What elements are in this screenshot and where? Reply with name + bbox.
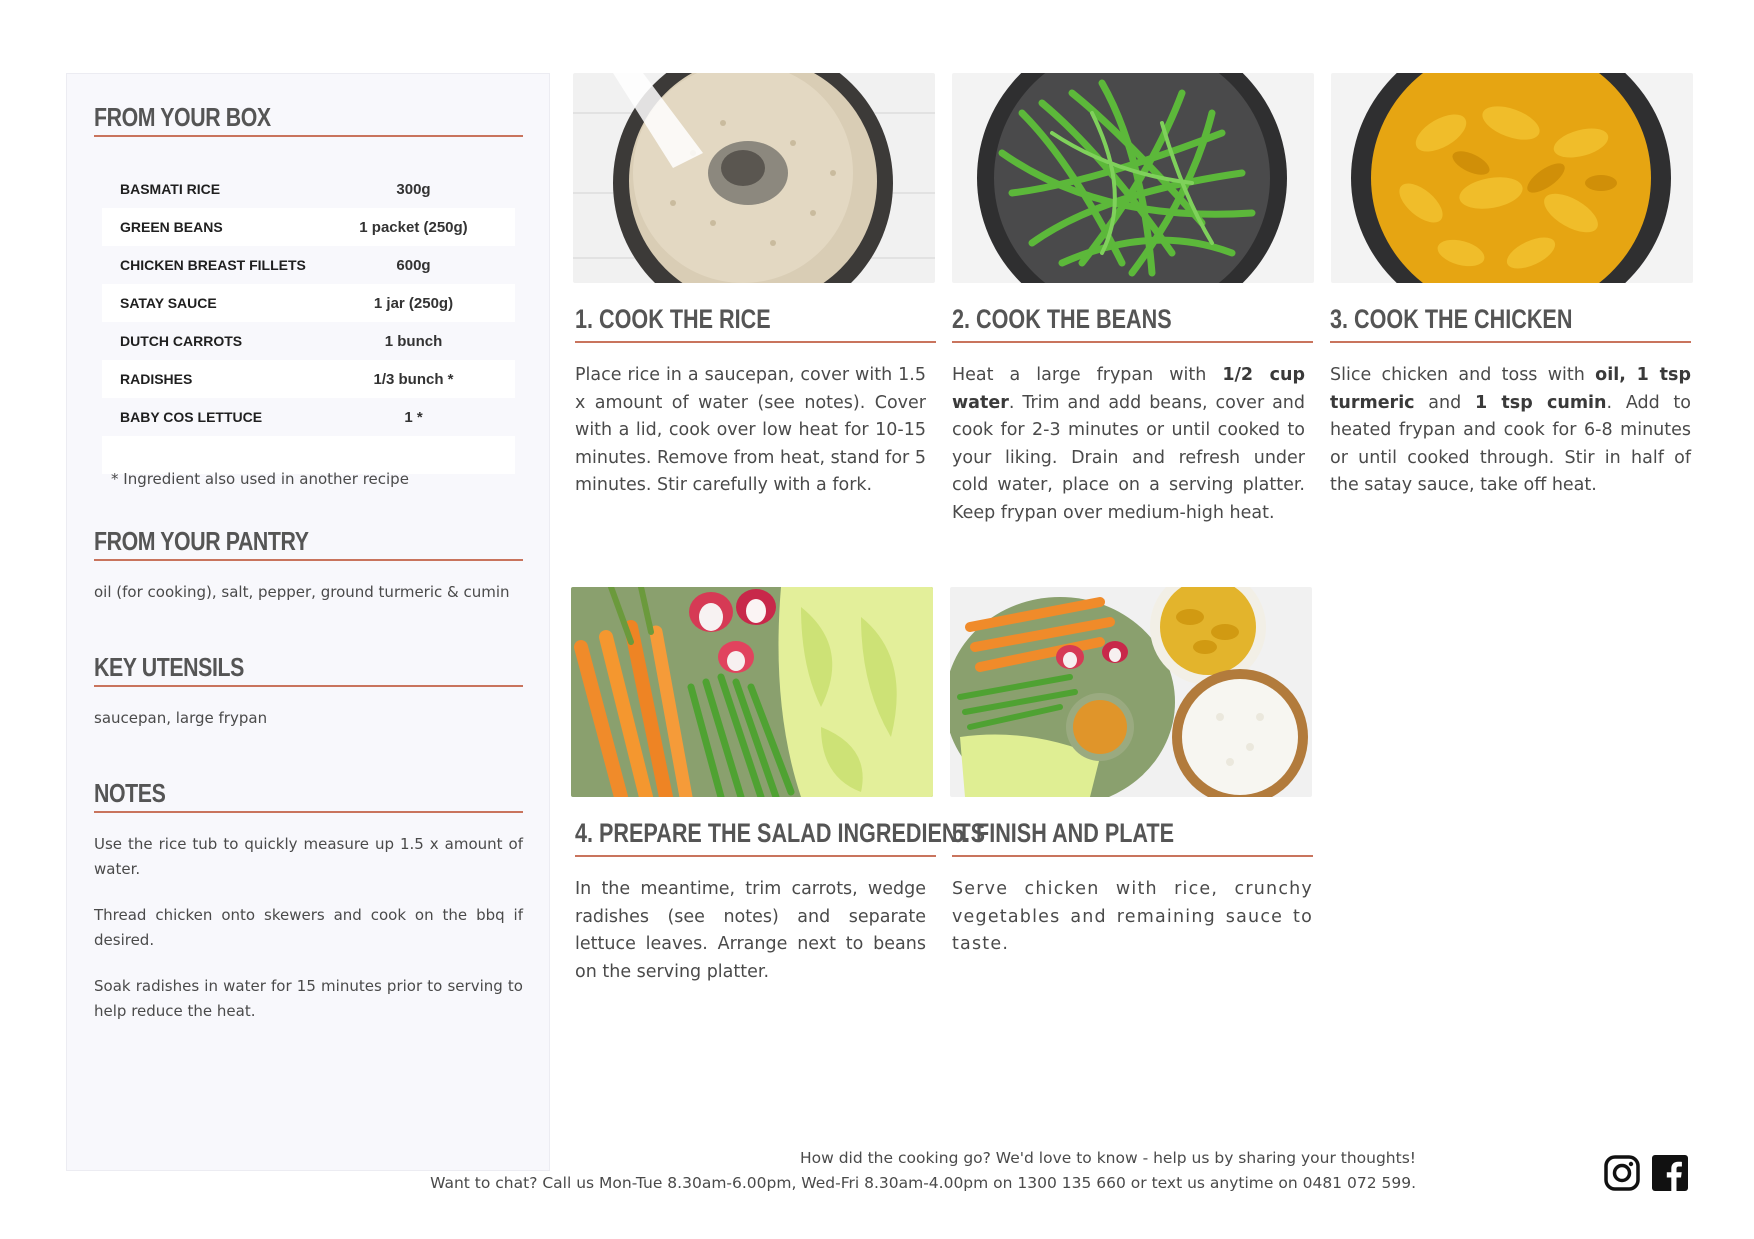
- ingredient-name: BABY COS LETTUCE: [120, 409, 263, 425]
- ingredient-row: [102, 322, 515, 360]
- ingredient-qty: 1 bunch: [384, 332, 443, 350]
- ingredient-row: [102, 360, 515, 398]
- step-3-title: 3. COOK THE CHICKEN: [1330, 304, 1573, 334]
- ingredient-qty: 600g: [396, 256, 431, 274]
- note-item: Soak radishes in water for 15 minutes prior to serving to help reduce the heat.: [94, 977, 523, 1020]
- divider: [1330, 341, 1691, 343]
- ingredient-row: [102, 284, 515, 322]
- ingredient-name: BASMATI RICE: [120, 181, 221, 197]
- beans-photo: [952, 73, 1314, 283]
- ingredient-qty: 1 jar (250g): [373, 294, 454, 312]
- ingredients-table: [102, 170, 515, 474]
- note-item: Use the rice tub to quickly measure up 1.5 x amount of water.: [94, 835, 523, 878]
- feedback-text: How did the cooking go? We'd love to know - help us by sharing your thoughts!: [799, 1149, 1416, 1167]
- step-1-text: Place rice in a saucepan, cover with 1.5 x amount of water (see notes). Cover with a lid, cook over low heat for 10-15 minutes. Remove from heat, stand for 5 minutes. Stir carefully with a fork.: [575, 365, 926, 495]
- step-4-title: 4. PREPARE THE SALAD INGREDIENTS: [575, 818, 986, 848]
- divider: [94, 559, 523, 561]
- step-2-text: Heat a large frypan with 1/2 cup water. Trim and add beans, cover and cook for 2-3 minutes or until cooked to your liking. Drain and refresh under cold water, place on a serving platter. Keep frypan over medium-high heat.: [952, 365, 1305, 523]
- ingredient-name: CHICKEN BREAST FILLETS: [120, 257, 306, 273]
- divider: [94, 135, 523, 137]
- chicken-photo: [1331, 73, 1693, 283]
- ingredient-row: [102, 398, 515, 436]
- divider: [952, 341, 1313, 343]
- ingredient-row-empty: [102, 436, 515, 474]
- ingredient-qty: 1 *: [404, 408, 423, 426]
- ingredient-name: RADISHES: [120, 371, 193, 387]
- step-4-text: In the meantime, trim carrots, wedge radishes (see notes) and separate lettuce leaves. Arrange next to beans on the serving platter.: [575, 879, 926, 982]
- divider: [952, 855, 1313, 857]
- ingredient-row: [102, 170, 515, 208]
- ingredient-qty: 300g: [396, 180, 431, 198]
- ingredients-panel: [66, 73, 550, 1171]
- plated-photo: [950, 587, 1312, 797]
- ingredient-name: SATAY SAUCE: [120, 295, 217, 311]
- ingredient-row: [102, 208, 515, 246]
- divider: [575, 855, 936, 857]
- step-3-text: Slice chicken and toss with oil, 1 tsp turmeric and 1 tsp cumin. Add to heated frypan and cook for 6-8 minutes or until cooked through. Stir in half of the satay sauce, take off heat.: [1330, 365, 1691, 495]
- ingredient-name: GREEN BEANS: [120, 219, 223, 235]
- contact-text: Want to chat? Call us Mon-Tue 8.30am-6.00pm, Wed-Fri 8.30am-4.00pm on 1300 135 660 or text us anytime on 0481 072 599.: [430, 1174, 1416, 1192]
- key-utensils-heading: KEY UTENSILS: [94, 652, 244, 682]
- step-1-title: 1. COOK THE RICE: [575, 304, 771, 334]
- facebook-icon[interactable]: [1652, 1155, 1688, 1191]
- divider: [94, 811, 523, 813]
- ingredient-qty: 1/3 bunch *: [373, 370, 454, 388]
- from-your-box-heading: FROM YOUR BOX: [94, 102, 271, 132]
- ingredient-name: DUTCH CARROTS: [120, 333, 243, 349]
- divider: [94, 685, 523, 687]
- ingredient-footnote: * Ingredient also used in another recipe: [111, 470, 409, 488]
- step-5-text: Serve chicken with rice, crunchy vegetables and remaining sauce to taste.: [952, 879, 1313, 954]
- step-2-title: 2. COOK THE BEANS: [952, 304, 1172, 334]
- divider: [575, 341, 936, 343]
- rice-photo: [573, 73, 935, 283]
- ingredient-row: [102, 246, 515, 284]
- pantry-text: oil (for cooking), salt, pepper, ground turmeric & cumin: [94, 583, 510, 601]
- note-item: Thread chicken onto skewers and cook on the bbq if desired.: [94, 906, 523, 949]
- salad-photo: [571, 587, 933, 797]
- step-5-title: 5. FINISH AND PLATE: [952, 818, 1175, 848]
- ingredient-qty: 1 packet (250g): [359, 218, 468, 236]
- from-your-pantry-heading: FROM YOUR PANTRY: [94, 526, 309, 556]
- notes-heading: NOTES: [94, 778, 166, 808]
- instagram-icon[interactable]: [1604, 1155, 1640, 1191]
- utensils-text: saucepan, large frypan: [94, 709, 268, 727]
